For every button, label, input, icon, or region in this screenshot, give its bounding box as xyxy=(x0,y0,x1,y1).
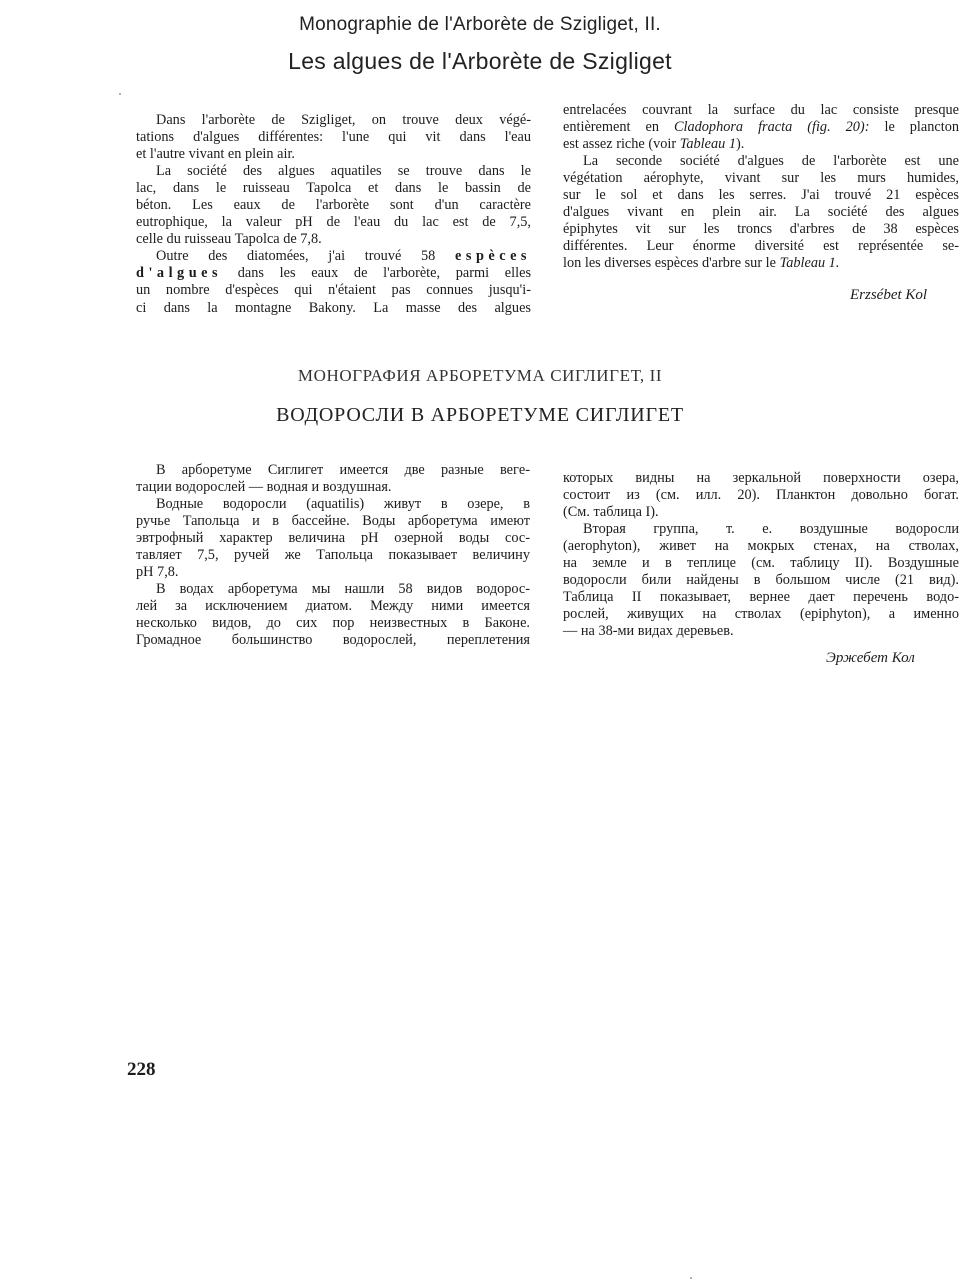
text-segment: lon les diverses espèces d'arbre sur le xyxy=(563,255,776,272)
text-line: d'algues vivant en plein air. La société des algues xyxy=(563,204,959,221)
text-line xyxy=(136,265,531,282)
italic-species-name: Cladophora fracta (fig. 20): xyxy=(673,119,870,136)
text-line: et l'autre vivant en plein air. xyxy=(136,146,295,163)
text-line: Водные водоросли (aquatilis) живут в озере, в xyxy=(156,496,530,513)
text-line: un nombre d'espèces qui n'étaient pas connues jusqu'i- xyxy=(136,282,531,299)
text-line: différentes. Leur énorme diversité est représentée se- xyxy=(563,238,959,255)
italic-table-ref: Tableau 1. xyxy=(779,255,840,272)
text-line: eutrophique, la valeur pH de l'eau du lac est de 7,5, xyxy=(136,214,531,231)
text-line: эвтрофный характер величина pH озерной воды сос- xyxy=(136,530,530,547)
text-line: Громадное большинство водорослей, переплетения xyxy=(136,632,530,649)
text-line: рослей, живущих на стволах (epiphyton), а именно xyxy=(563,606,959,623)
text-line xyxy=(136,248,531,265)
russian-article-title: ВОДОРОСЛИ В АРБОРЕТУМЕ СИГЛИГЕТ xyxy=(276,404,684,426)
text-line: Вторая группа, т. е. воздушные водоросли xyxy=(583,521,959,538)
spaced-emphasis: espèces xyxy=(455,248,531,265)
text-line: pH 7,8. xyxy=(136,564,179,581)
text-segment: dans les eaux de l'arborète, parmi elles xyxy=(237,265,532,282)
text-line: La société des algues aquatiles se trouve dans le xyxy=(156,163,531,180)
text-segment: le plancton xyxy=(884,119,960,136)
text-line xyxy=(563,255,959,272)
text-line: тавляет 7,5, ручей же Тапольца показывает величину xyxy=(136,547,530,564)
russian-left-column xyxy=(136,462,530,650)
text-segment: entièrement en xyxy=(563,119,659,136)
text-line: (См. таблица I). xyxy=(563,504,659,521)
text-line: La seconde société d'algues de l'arborète est une xyxy=(583,153,959,170)
text-line xyxy=(563,119,959,136)
russian-series-subtitle: МОНОГРАФИЯ АРБОРЕТУМА СИГЛИГЕТ, II xyxy=(297,366,663,385)
french-left-column xyxy=(136,112,531,317)
text-line: lac, dans le ruisseau Tapolca et dans le bassin de xyxy=(136,180,531,197)
russian-author-signature: Эржебет Кол xyxy=(826,650,915,666)
french-author-signature: Erzsébet Kol xyxy=(850,287,928,303)
text-line: состоит из (см. илл. 20). Планктон довольно богат. xyxy=(563,487,959,504)
text-line xyxy=(563,136,959,153)
text-line: entrelacées couvrant la surface du lac consiste presque xyxy=(563,102,959,118)
text-line: Таблица II показывает, вернее дает перечень водо- xyxy=(563,589,959,606)
text-line: béton. Les eaux de l'arborète sont d'un caractère xyxy=(136,197,531,214)
text-line: tations d'algues différentes: l'une qui vit dans l'eau xyxy=(136,129,531,146)
text-segment: Outre des diatomées, j'ai trouvé 58 xyxy=(156,248,436,265)
french-article-title: Les algues de l'Arborète de Szigliget xyxy=(288,48,672,74)
text-line: лей за исключением диатом. Между ними имеется xyxy=(136,598,530,615)
text-line: (aerophyton), живет на мокрых стенах, на стволах, xyxy=(563,538,959,555)
text-line: — на 38-ми видах деревьев. xyxy=(563,623,734,640)
scan-speck xyxy=(690,1277,692,1279)
page-number: 228 xyxy=(127,1059,156,1080)
text-line: ci dans la montagne Bakony. La masse des algues xyxy=(136,299,531,316)
russian-right-column xyxy=(563,470,959,640)
text-line: В арборетуме Сиглигет имеется две разные вегe- xyxy=(156,462,530,478)
text-line: которых видны на зеркальной поверхности озера, xyxy=(563,470,959,486)
text-segment: ). xyxy=(736,136,745,153)
text-line: végétation aérophyte, vivant sur les murs humides, xyxy=(563,170,959,187)
text-line: épiphytes vit sur les troncs d'arbres de 38 espèces xyxy=(563,221,959,238)
french-series-subtitle: Monographie de l'Arborète de Szigliget, II. xyxy=(299,14,661,35)
text-segment: est assez riche (voir xyxy=(563,136,677,153)
text-line: несколько видов, до сих пор неизвестных в Баконе. xyxy=(136,615,530,632)
scan-speck xyxy=(119,93,121,95)
spaced-emphasis: d'algues xyxy=(136,265,223,282)
text-line: ручье Тапольца и в бассейне. Воды арборетума имеют xyxy=(136,513,530,530)
text-line: В водах арборетума мы нашли 58 видов водорос- xyxy=(156,581,530,598)
french-right-column xyxy=(563,102,959,272)
text-line: sur le sol et dans les serres. J'ai trouvé 21 espèces xyxy=(563,187,959,204)
text-line: celle du ruisseau Tapolca de 7,8. xyxy=(136,231,322,248)
text-line: Dans l'arborète de Szigliget, on trouve deux végé- xyxy=(156,112,531,128)
italic-table-ref: Tableau 1 xyxy=(679,136,736,153)
text-line: водоросли били найдены в большом числе (21 вид). xyxy=(563,572,959,589)
text-line: на земле и в теплице (см. таблицу II). Воздушные xyxy=(563,555,959,572)
text-line: тации водорослей — водная и воздушная. xyxy=(136,479,392,496)
